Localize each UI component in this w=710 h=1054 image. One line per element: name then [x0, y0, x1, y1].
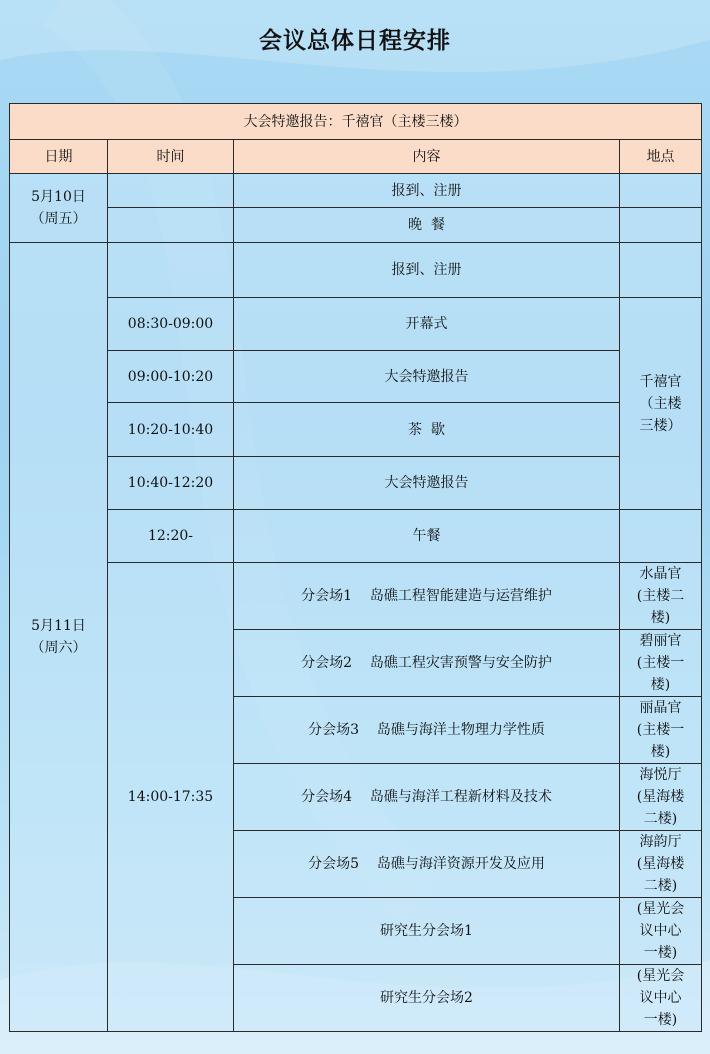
header-content: 内容 [234, 140, 620, 174]
grad-session-2-venue [620, 965, 702, 1032]
table-row [10, 298, 702, 351]
venue-line: (星光会 [636, 968, 685, 984]
main-venue-line1: 千禧官 [639, 373, 682, 390]
grad-session-1-content: 研究生分会场1 [234, 898, 620, 965]
lunch-content: 午餐 [234, 510, 620, 563]
venue-line: 议中心 [639, 923, 682, 939]
tea-content: 茶 歇 [234, 403, 620, 457]
header-date: 日期 [10, 140, 108, 174]
venue-cell-empty [620, 510, 702, 563]
venue-line: (星海楼 [636, 856, 685, 872]
venue-line: (星光会 [636, 901, 685, 917]
table-row [10, 174, 702, 208]
time-cell-empty [108, 208, 234, 243]
day1-dinner: 晚 餐 [234, 208, 620, 243]
day1-weekday: （周五） [30, 211, 87, 227]
keynote-banner: 大会特邀报告：千禧官（主楼三楼） [10, 104, 702, 140]
banner-row [10, 104, 702, 140]
day2-date-cell [10, 243, 108, 1032]
main-venue-cell [620, 298, 702, 510]
grad-session-1-venue [620, 898, 702, 965]
venue-line: 一楼) [643, 945, 678, 961]
venue-cell-empty [620, 243, 702, 298]
time-cell-empty [108, 174, 234, 208]
day2-weekday: （周六） [30, 640, 87, 656]
session-5-venue [620, 831, 702, 898]
page-title: 会议总体日程安排 [259, 28, 451, 54]
venue-line: 二楼) [643, 811, 678, 827]
venue-line: 碧丽官 [639, 633, 682, 649]
session-3-venue [620, 697, 702, 764]
table-row [10, 208, 702, 243]
venue-cell-empty [620, 174, 702, 208]
session-2-venue [620, 630, 702, 697]
table-row [10, 510, 702, 563]
session-4-content: 分会场4 岛礁与海洋工程新材料及技术 [234, 764, 620, 831]
venue-line: 水晶官 [639, 566, 682, 582]
session-1-content: 分会场1 岛礁工程智能建造与运营维护 [234, 563, 620, 630]
table-row [10, 563, 702, 630]
table-row [10, 457, 702, 510]
venue-cell-empty [620, 208, 702, 243]
venue-line: 海悦厅 [639, 767, 682, 783]
venue-line: 楼) [650, 610, 671, 626]
day1-date-cell [10, 174, 108, 243]
opening-content: 开幕式 [234, 298, 620, 351]
grad-session-2-content: 研究生分会场2 [234, 965, 620, 1032]
venue-line: (主楼二 [636, 588, 685, 604]
keynote1-time: 09:00-10:20 [108, 351, 234, 403]
venue-line: (主楼一 [636, 655, 685, 671]
opening-time: 08:30-09:00 [108, 298, 234, 351]
venue-line: 二楼) [643, 878, 678, 894]
venue-line: 丽晶官 [639, 700, 682, 716]
keynote1-content: 大会特邀报告 [234, 351, 620, 403]
main-venue-line2: （主楼 [639, 395, 682, 412]
day2-date: 5月11日 [31, 618, 86, 634]
afternoon-time: 14:00-17:35 [108, 563, 234, 1032]
keynote2-time: 10:40-12:20 [108, 457, 234, 510]
table-row [10, 351, 702, 403]
session-3-content: 分会场3 岛礁与海洋土物理力学性质 [234, 697, 620, 764]
day1-date: 5月10日 [31, 189, 86, 205]
session-2-content: 分会场2 岛礁工程灾害预警与安全防护 [234, 630, 620, 697]
session-1-venue [620, 563, 702, 630]
header-row [10, 140, 702, 174]
schedule-table [9, 103, 702, 1032]
venue-line: 海韵厅 [639, 834, 682, 850]
venue-line: 议中心 [639, 990, 682, 1006]
day2-registration: 报到、注册 [234, 243, 620, 298]
table-row [10, 243, 702, 298]
session-5-content: 分会场5 岛礁与海洋资源开发及应用 [234, 831, 620, 898]
header-venue: 地点 [620, 140, 702, 174]
venue-line: 楼) [650, 677, 671, 693]
lunch-time: 12:20- [108, 510, 234, 563]
time-cell-empty [108, 243, 234, 298]
venue-line: 楼) [650, 744, 671, 760]
table-row [10, 403, 702, 457]
venue-line: 一楼) [643, 1012, 678, 1028]
session-4-venue [620, 764, 702, 831]
main-venue-line3: 三楼） [639, 417, 682, 434]
header-time: 时间 [108, 140, 234, 174]
venue-line: (星海楼 [636, 789, 685, 805]
tea-time: 10:20-10:40 [108, 403, 234, 457]
keynote2-content: 大会特邀报告 [234, 457, 620, 510]
venue-line: (主楼一 [636, 722, 685, 738]
day1-registration: 报到、注册 [234, 174, 620, 208]
